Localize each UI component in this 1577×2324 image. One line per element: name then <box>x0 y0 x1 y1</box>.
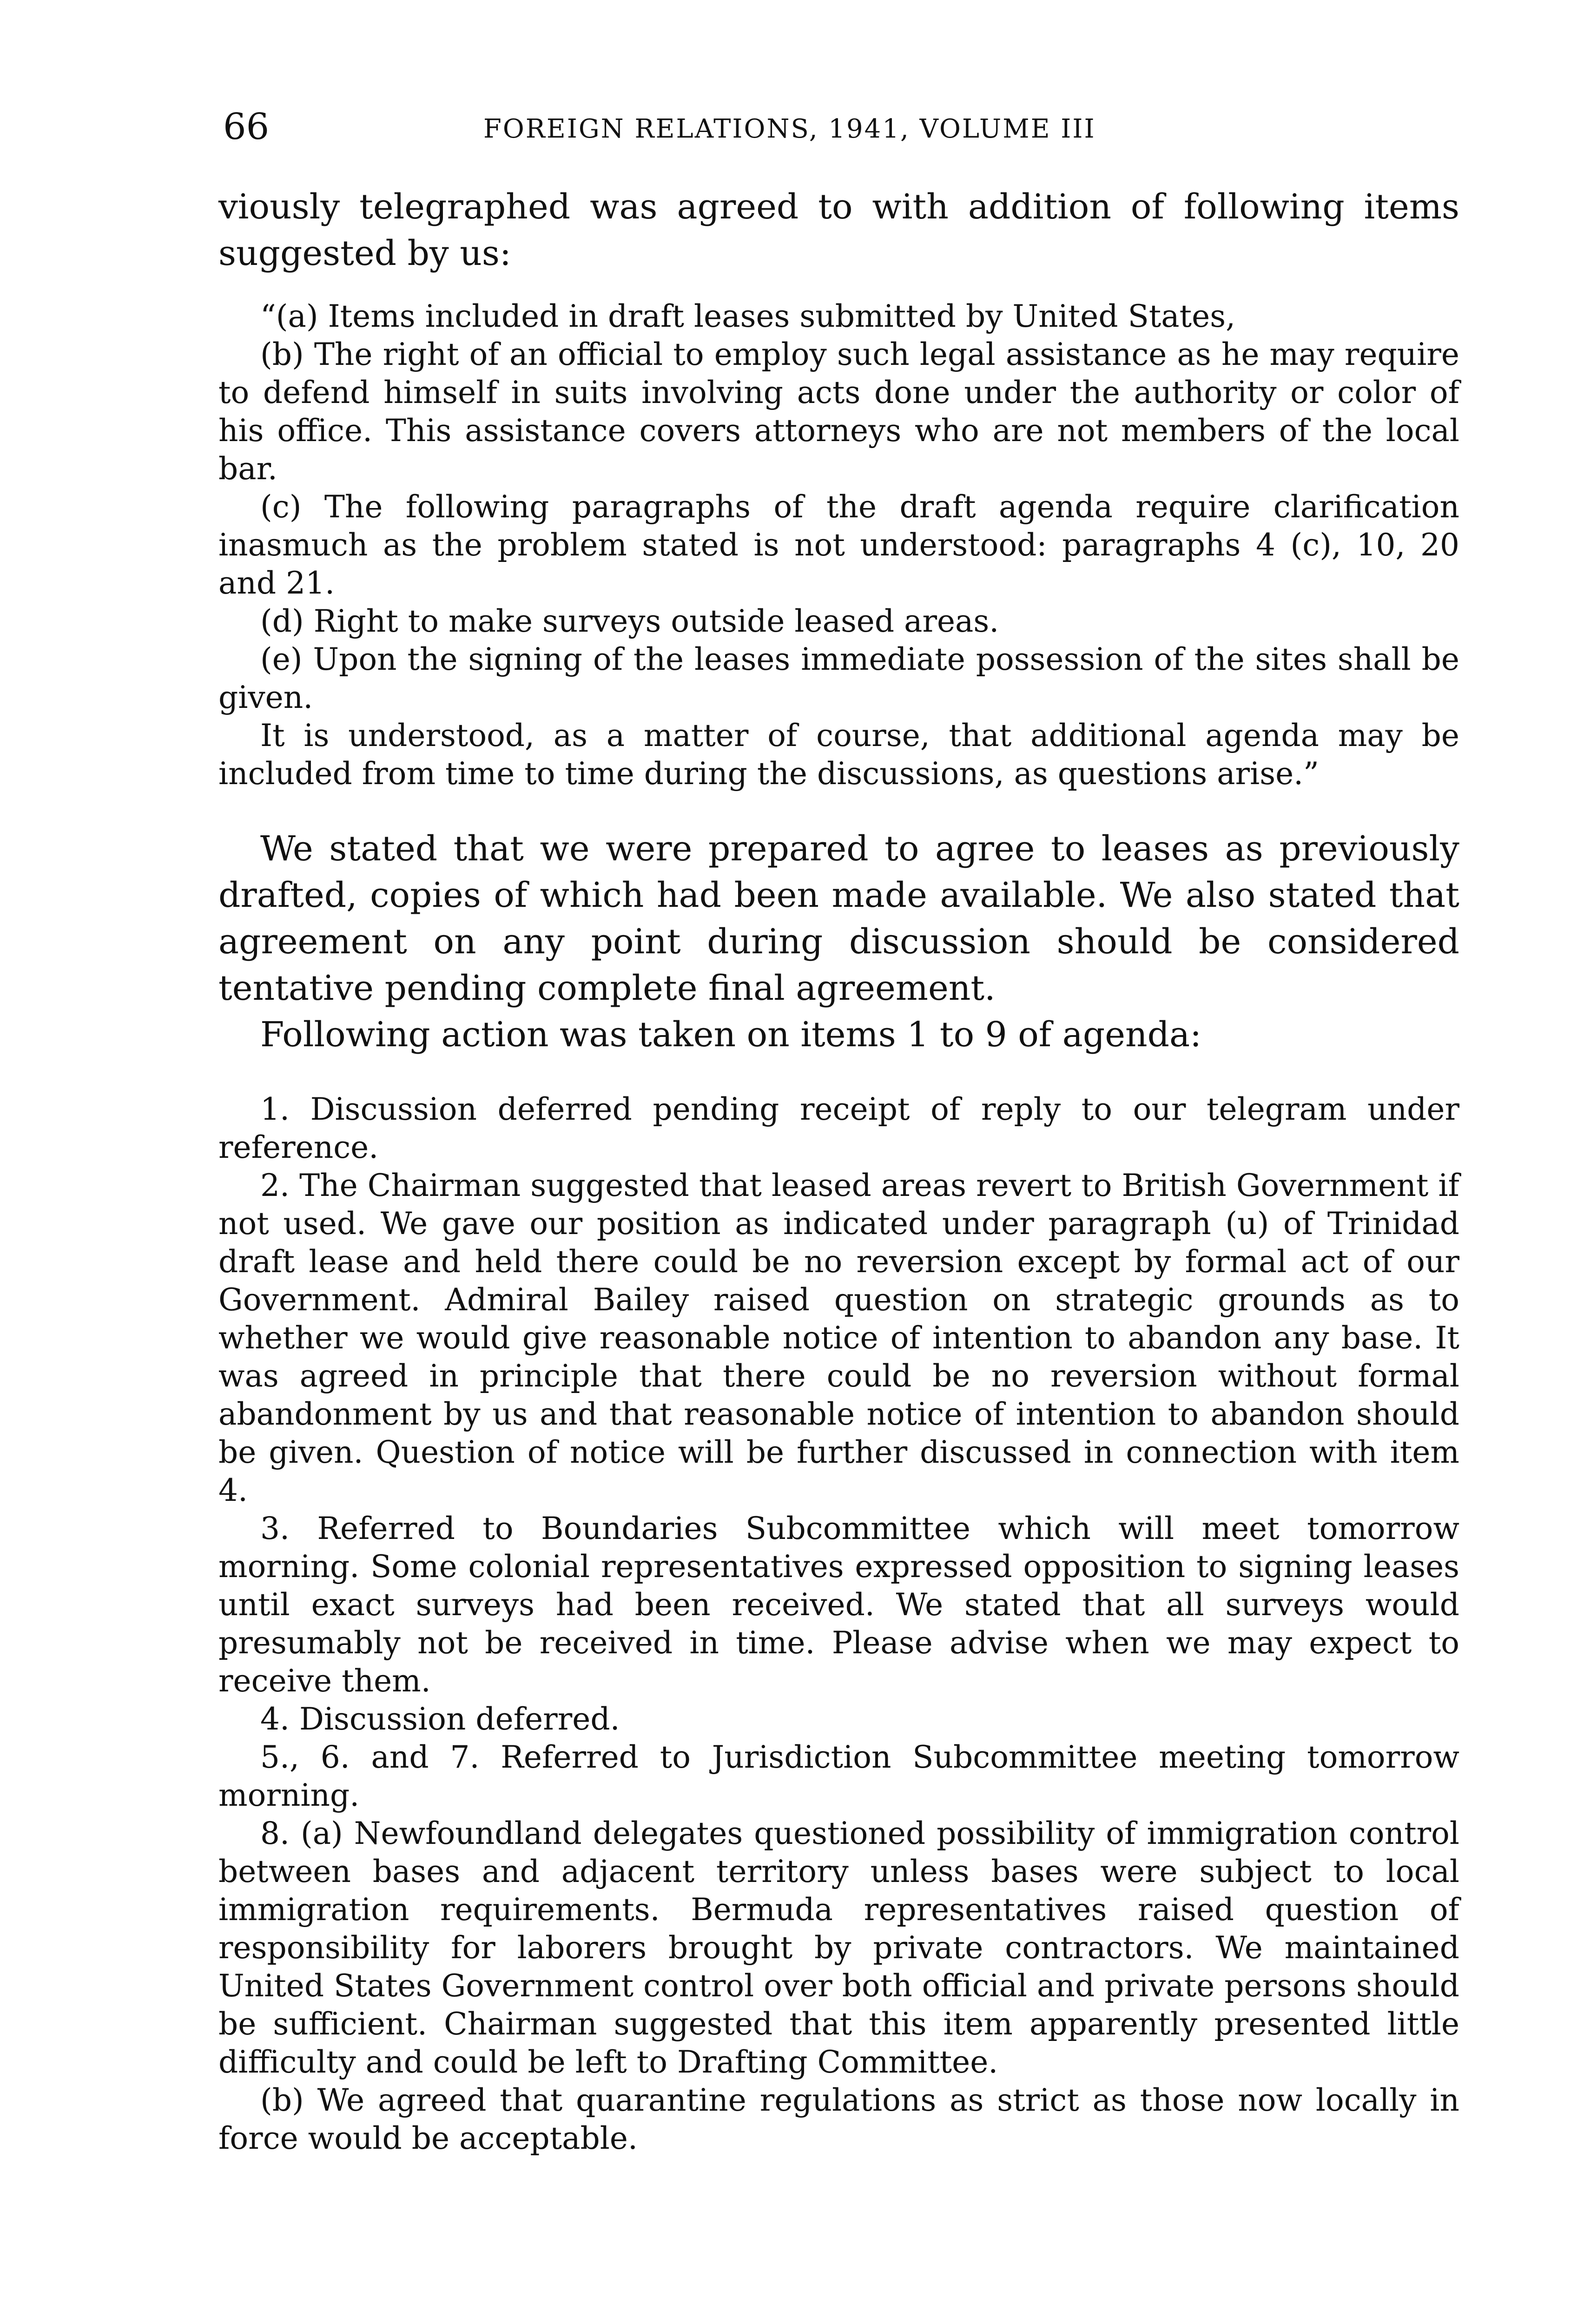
body-text <box>218 184 1459 2158</box>
following-action-paragraph: Following action was taken on items 1 to 9 of agenda: <box>260 1015 1202 1055</box>
list-item: (b) We agreed that quarantine regulations as strict as those now locally in force would be acceptable. <box>218 2082 1459 2156</box>
list-item: 1. Discussion deferred pending receipt of reply to our telegram under reference. <box>218 1091 1459 1165</box>
list-item: 2. The Chairman suggested that leased areas revert to British Government if not used. We gave our position as indicated under paragraph (u) of Trinidad draft lease and held there could be no reversion except by formal act of our Government. Admiral Bailey raised question on strategic grounds as to whether we would give reasonable notice of intention to abandon any base. It was agreed in principle that there could be no reversion without formal abandonment by us and that reasonable notice of intention to abandon should be given. Question of notice will be further discussed in connection with item 4. <box>218 1168 1459 1508</box>
running-title: FOREIGN RELATIONS, 1941, VOLUME III <box>483 114 1096 144</box>
list-item: 8. (a) Newfoundland delegates questioned possibility of immigration control between bases and adjacent territory unless bases were subject to local immigration requirements. Bermuda representatives raised question of responsibility for laborers brought by private contractors. We maintained United States Government control over both official and private persons should be sufficient. Chairman suggested that this item apparently presented little difficulty and could be left to Drafting Committee. <box>218 1816 1460 2080</box>
quoted-item-a: “(a) Items included in draft leases submitted by United States, <box>260 298 1236 334</box>
list-item: 3. Referred to Boundaries Subcommittee which will meet tomorrow morning. Some colonial representatives expressed opposition to signing leases until exact surveys had been received. We stated that all surveys would presumably not be received in time. Please advise when we may expect to receive them. <box>218 1511 1459 1699</box>
quoted-item-e: (e) Upon the signing of the leases immediate possession of the sites shall be given. <box>218 641 1459 715</box>
quoted-item-b: (b) The right of an official to employ such legal assistance as he may require to defend himself in suits involving acts done under the authority or color of his office. This assistance covers attorneys who are not members of the local bar. <box>218 337 1459 487</box>
quoted-item-c: (c) The following paragraphs of the draft agenda require clarification inasmuch as the problem stated is not understood: paragraphs 4 (c), 10, 20 and 21. <box>218 489 1459 601</box>
list-item: 4. Discussion deferred. <box>260 1701 620 1737</box>
agenda-actions-list <box>218 1090 1459 2158</box>
list-item: 5., 6. and 7. Referred to Jurisdiction Subcommittee meeting tomorrow morning. <box>218 1739 1459 1813</box>
quoted-item-d: (d) Right to make surveys outside leased areas. <box>260 603 999 639</box>
statement-paragraph: We stated that we were prepared to agree to leases as previously drafted, copies of which had been made available. We also stated that agreement on any point during discussion should be considered tentative pending complete final agreement. <box>218 829 1459 1008</box>
opening-paragraph: viously telegraphed was agreed to with addition of following items suggested by us: <box>218 187 1459 273</box>
running-header <box>223 106 1459 148</box>
quoted-agenda-items <box>218 297 1459 793</box>
page-number: 66 <box>223 106 270 148</box>
quoted-closing: It is understood, as a matter of course, that additional agenda may be included from time to time during the discussions, as questions arise.” <box>218 718 1459 792</box>
